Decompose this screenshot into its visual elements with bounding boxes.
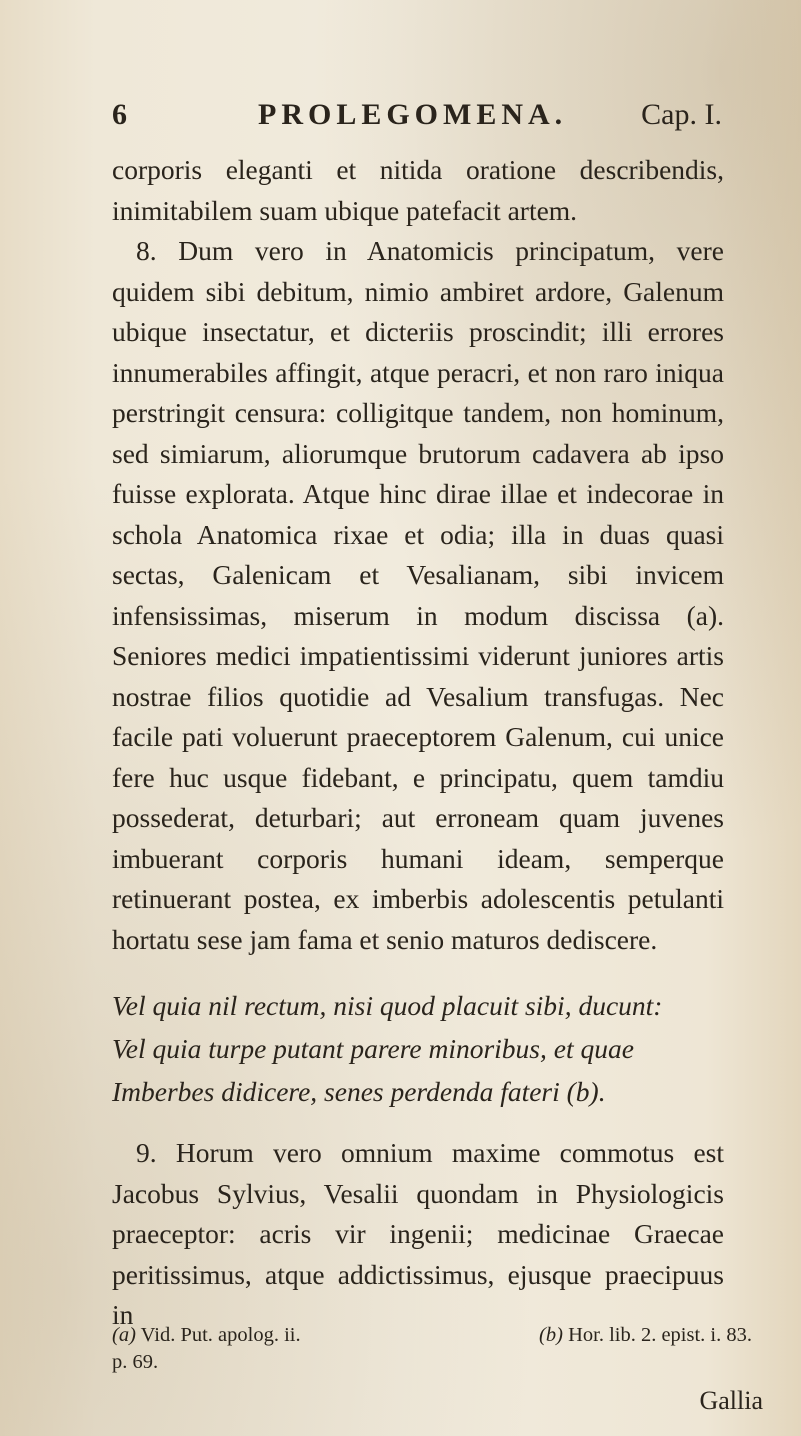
intro-paragraph: corporis eleganti et nitida oratione describendis, inimitabilem suam ubique patefacit artem.	[112, 154, 724, 226]
page-number: 6	[112, 98, 127, 131]
footnote-b	[539, 1322, 752, 1349]
footnote-a-text: Vid. Put. apolog. ii.	[140, 1324, 301, 1346]
footnote-row	[112, 1322, 752, 1349]
catchword: Gallia	[699, 1386, 763, 1415]
verse-quotation	[112, 984, 724, 1113]
paragraph-9: 9. Horum vero omnium maxime commotus est Jacobus Sylvius, Vesalii quondam in Physiologicis praeceptor: acris vir ingenii; medicinae Graecae peritissimus, atque addictissimus, ejusque praecipuus in	[112, 1137, 724, 1330]
footnotes	[112, 1322, 752, 1376]
footnote-b-marker: (b)	[539, 1324, 563, 1346]
chapter-reference: Cap. I.	[641, 98, 722, 131]
main-text	[112, 150, 724, 1336]
footnote-a-marker: (a)	[112, 1324, 136, 1346]
footnote-b-text: Hor. lib. 2. epist. i. 83.	[568, 1324, 752, 1346]
verse-line-3: Imberbes didicere, senes perdenda fateri (b).	[112, 1076, 606, 1107]
paragraph-8: 8. Dum vero in Anatomicis principatum, vere quidem sibi debitum, nimio ambiret ardore, Galenum ubique insectatur, et dicteriis proscindit; illi errores innumerabiles affingit, atque peracri, et non raro iniqua perstringit censura: colligitque tandem, non hominum, sed simiarum, aliorumque brutorum cadavera ab ipso fuisse explorata. Atque hinc dirae illae et indecorae in schola Anatomica rixae et odia; illa in duas quasi sectas, Galenicam et Vesalianam, sibi invicem infensissimas, miserum in modum discissa (a). Seniores medici impatientissimi viderunt juniores artis nostrae filios quotidie ad Vesalium transfugas. Nec facile pati voluerunt praeceptorem Galenum, cui unice fere huc usque fidebant, e principatu, quem tamdiu possederat, deturbari; aut erroneam quam juvenes imbuerant corporis humani ideam, semperque retinuerant postea, ex imberbis adolescentis petulanti hortatu sese jam fama et senio maturos dediscere.	[112, 235, 724, 955]
verse-line-2: Vel quia turpe putant parere minoribus, et quae	[112, 1033, 634, 1064]
footnote-a-continuation: p. 69.	[112, 1351, 159, 1373]
page-header	[112, 98, 722, 142]
running-title: PROLEGOMENA.	[258, 98, 568, 131]
footnote-a	[112, 1322, 301, 1349]
verse-line-1: Vel quia nil rectum, nisi quod placuit sibi, ducunt:	[112, 990, 663, 1021]
